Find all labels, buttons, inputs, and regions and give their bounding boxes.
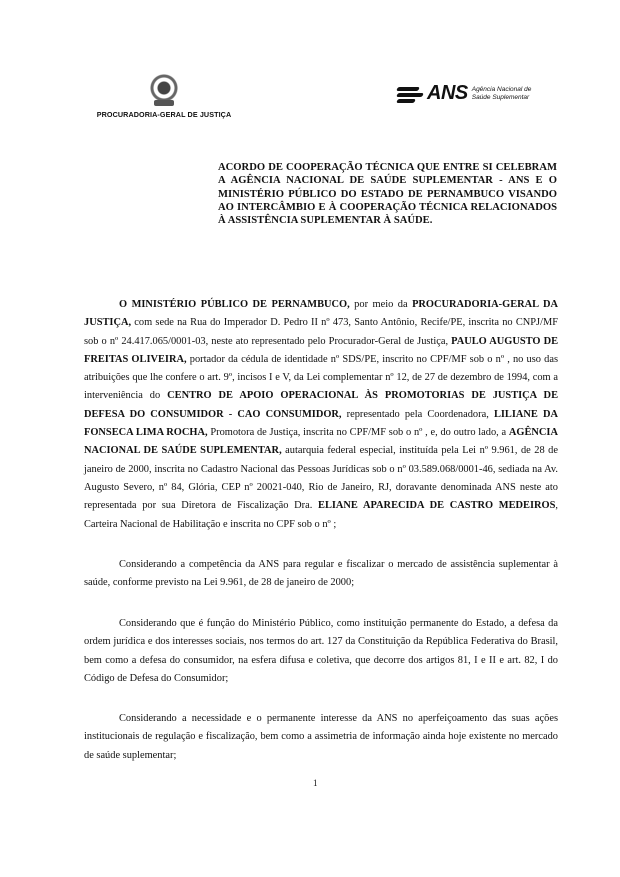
text-run: Promotora de Justiça, inscrita no CPF/MF sob o nº , e, do outro lado, a	[207, 427, 509, 439]
paragraph-parties	[84, 296, 558, 534]
signatory-ans: ELIANE APARECIDA DE CASTRO MEDEIROS	[318, 500, 556, 512]
party-ans: AGÊNCIA NACIONAL DE SAÚDE SUPLEMENTAR,	[84, 427, 558, 457]
org-name: PROCURADORIA-GERAL DE JUSTIÇA	[96, 110, 232, 119]
ans-subtitle	[472, 86, 532, 101]
party-pgj: PROCURADORIA-GERAL DA JUSTIÇA,	[84, 299, 558, 329]
party-cao: CENTRO DE APOIO OPERACIONAL ÀS PROMOTORIAS DE JUSTIÇA DE DEFESA DO CONSUMIDOR - CAO CONSUMIDOR,	[84, 390, 558, 420]
signatory-pgj: PAULO AUGUSTO DE FREITAS OLIVEIRA,	[84, 335, 558, 365]
text-run: portador da cédula de identidade nº SDS/PE, inscrito no CPF/MF sob o nº , no uso das atribuições que lhe confere o art. 9º, incisos I e V, da Lei complementar nº 12, de 27 de dezembro de 1994, com a interveniência do	[84, 353, 558, 402]
header-left	[84, 70, 244, 119]
ans-brand: ANS	[427, 82, 468, 104]
paragraph-considerando-2: Considerando que é função do Ministério Público, como instituição permanente do Estado, a defesa da ordem jurídica e dos interesses sociais, nos termos do art. 127 da Constituição da República Federativa do Brasil, bem como a defesa do consumidor, na esfera difusa e coletiva, que decorre dos artigos 81, I e II e art. 82, I do Código de Defesa do Consumidor;	[84, 618, 558, 684]
party-mppe: O MINISTÉRIO PÚBLICO DE PERNAMBUCO,	[119, 299, 350, 310]
paragraph-considerando-1: Considerando a competência da ANS para regular e fiscalizar o mercado de assistência suplementar à saúde, conforme previsto na Lei 9.961, de 28 de janeiro de 2000;	[84, 559, 558, 589]
signatory-cao: LILIANE DA FONSECA LIMA ROCHA,	[84, 408, 558, 439]
document-title: ACORDO DE COOPERAÇÃO TÉCNICA QUE ENTRE SI CELEBRAM A AGÊNCIA NACIONAL DE SAÚDE SUPLEMENTAR - ANS E O MINISTÉRIO PÚBLICO DO ESTADO DE PERNAMBUCO VISANDO AO INTERCÂMBIO E À COOPERAÇÃO TÉCNICA RELACIONADOS À ASSISTÊNCIA SUPLEMENTAR À SAÚDE.	[218, 162, 557, 227]
ans-subtitle-line2: Saúde Suplementar	[471, 93, 530, 101]
text-run: representado pela Coordenadora,	[341, 408, 494, 420]
ans-subtitle-line1: Agência Nacional de	[471, 86, 532, 93]
text-run: com sede na Rua do Imperador D. Pedro II nº 473, Santo Antônio, Recife/PE, inscrita no CNPJ/MF sob o nº 24.417.065/0001-03, neste ato representado pelo Procurador-Geral de Justiça,	[84, 317, 558, 347]
page-number: 1	[313, 778, 318, 788]
text-run: , Carteira Nacional de Habilitação e inscrita no CPF sob o nº ;	[84, 500, 558, 530]
text-run: autarquia federal especial, instituída pela Lei nº 9.961, de 28 de janeiro de 2000, inscrita no Cadastro Nacional das Pessoas Jurídicas sob o nº 03.589.068/0001-46, sediada na Av. Augusto Severo, nº 84, Glória, CEP nº 20021-040, Rio de Janeiro, RJ, doravante denominada ANS neste ato representada por sua Diretora de Fiscalização Dra.	[84, 445, 558, 512]
text-run: por meio da	[349, 299, 413, 310]
paragraph-considerando-3: Considerando a necessidade e o permanente interesse da ANS no aperfeiçoamento das suas ações institucionais de regulação e fiscalização, bem como a assimetria de informação ainda hoje existente no mercado de saúde suplementar;	[84, 713, 558, 761]
coat-of-arms-seal-icon	[146, 70, 182, 106]
ans-logo	[397, 82, 531, 105]
ans-wave-icon	[397, 84, 423, 104]
